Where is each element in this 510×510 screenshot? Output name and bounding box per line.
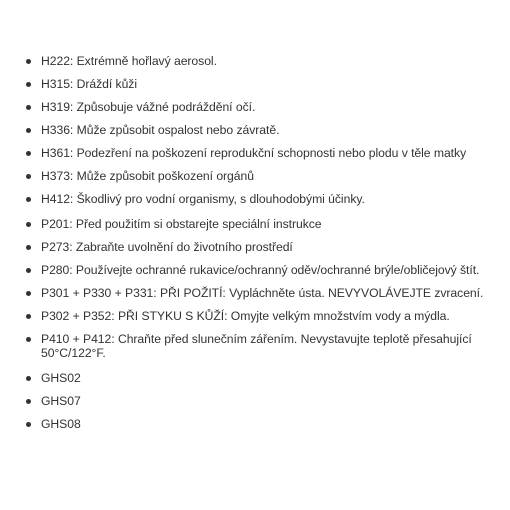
bullet-icon [26, 399, 31, 404]
list-item [26, 217, 496, 231]
list-item [26, 286, 496, 300]
list-item [26, 54, 496, 68]
hazard-statement: H319: Způsobuje vážné podráždění očí. [41, 100, 256, 114]
precautionary-statement: P410 + P412: Chraňte před slunečním zářením. Nevystavujte teplotě přesahující 50°C/122°F. [41, 332, 472, 360]
bullet-icon [26, 128, 31, 133]
list-item [26, 394, 496, 408]
list-item [26, 77, 496, 91]
bullet-icon [26, 337, 31, 342]
bullet-icon [26, 151, 31, 156]
bullet-icon [26, 105, 31, 110]
bullet-icon [26, 376, 31, 381]
bullet-icon [26, 291, 31, 296]
precautionary-statement: P301 + P330 + P331: PŘI POŽITÍ: Vypláchněte ústa. NEVYVOLÁVEJTE zvracení. [41, 286, 484, 300]
bullet-icon [26, 59, 31, 64]
hazard-statement: H412: Škodlivý pro vodní organismy, s dlouhodobými účinky. [41, 192, 365, 206]
list-item [26, 309, 496, 323]
list-item [26, 123, 496, 137]
list-item [26, 417, 496, 431]
list-item [26, 192, 496, 206]
ghs-code: GHS07 [41, 394, 81, 408]
bullet-icon [26, 314, 31, 319]
hazard-statement: H336: Může způsobit ospalost nebo závratě. [41, 123, 280, 137]
ghs-code: GHS08 [41, 417, 81, 431]
bullet-icon [26, 268, 31, 273]
bullet-icon [26, 174, 31, 179]
ghs-pictograms-list [0, 371, 510, 431]
list-item [26, 263, 496, 277]
bullet-icon [26, 222, 31, 227]
bullet-icon [26, 82, 31, 87]
bullet-icon [26, 422, 31, 427]
list-item [26, 146, 496, 160]
list-item [26, 240, 496, 254]
list-item [26, 371, 496, 385]
bullet-icon [26, 197, 31, 202]
ghs-code: GHS02 [41, 371, 81, 385]
precautionary-statement: P280: Používejte ochranné rukavice/ochranný oděv/ochranné brýle/obličejový štít. [41, 263, 480, 277]
hazard-statement: H373: Může způsobit poškození orgánů [41, 169, 254, 183]
hazard-statement: H315: Dráždí kůži [41, 77, 138, 91]
precautionary-statement: P302 + P352: PŘI STYKU S KŮŽÍ: Omyjte velkým množstvím vody a mýdla. [41, 309, 450, 323]
hazard-statement: H361: Podezření na poškození reprodukční schopnosti nebo plodu v těle matky [41, 146, 467, 160]
bullet-icon [26, 245, 31, 250]
hazard-statements-list [0, 54, 510, 206]
precautionary-statement: P201: Před použitím si obstarejte speciální instrukce [41, 217, 322, 231]
hazard-statement: H222: Extrémně hořlavý aerosol. [41, 54, 217, 68]
precautionary-statements-list [0, 217, 510, 360]
precautionary-statement: P273: Zabraňte uvolnění do životního prostředí [41, 240, 293, 254]
list-item [26, 332, 496, 360]
list-item [26, 100, 496, 114]
list-item [26, 169, 496, 183]
